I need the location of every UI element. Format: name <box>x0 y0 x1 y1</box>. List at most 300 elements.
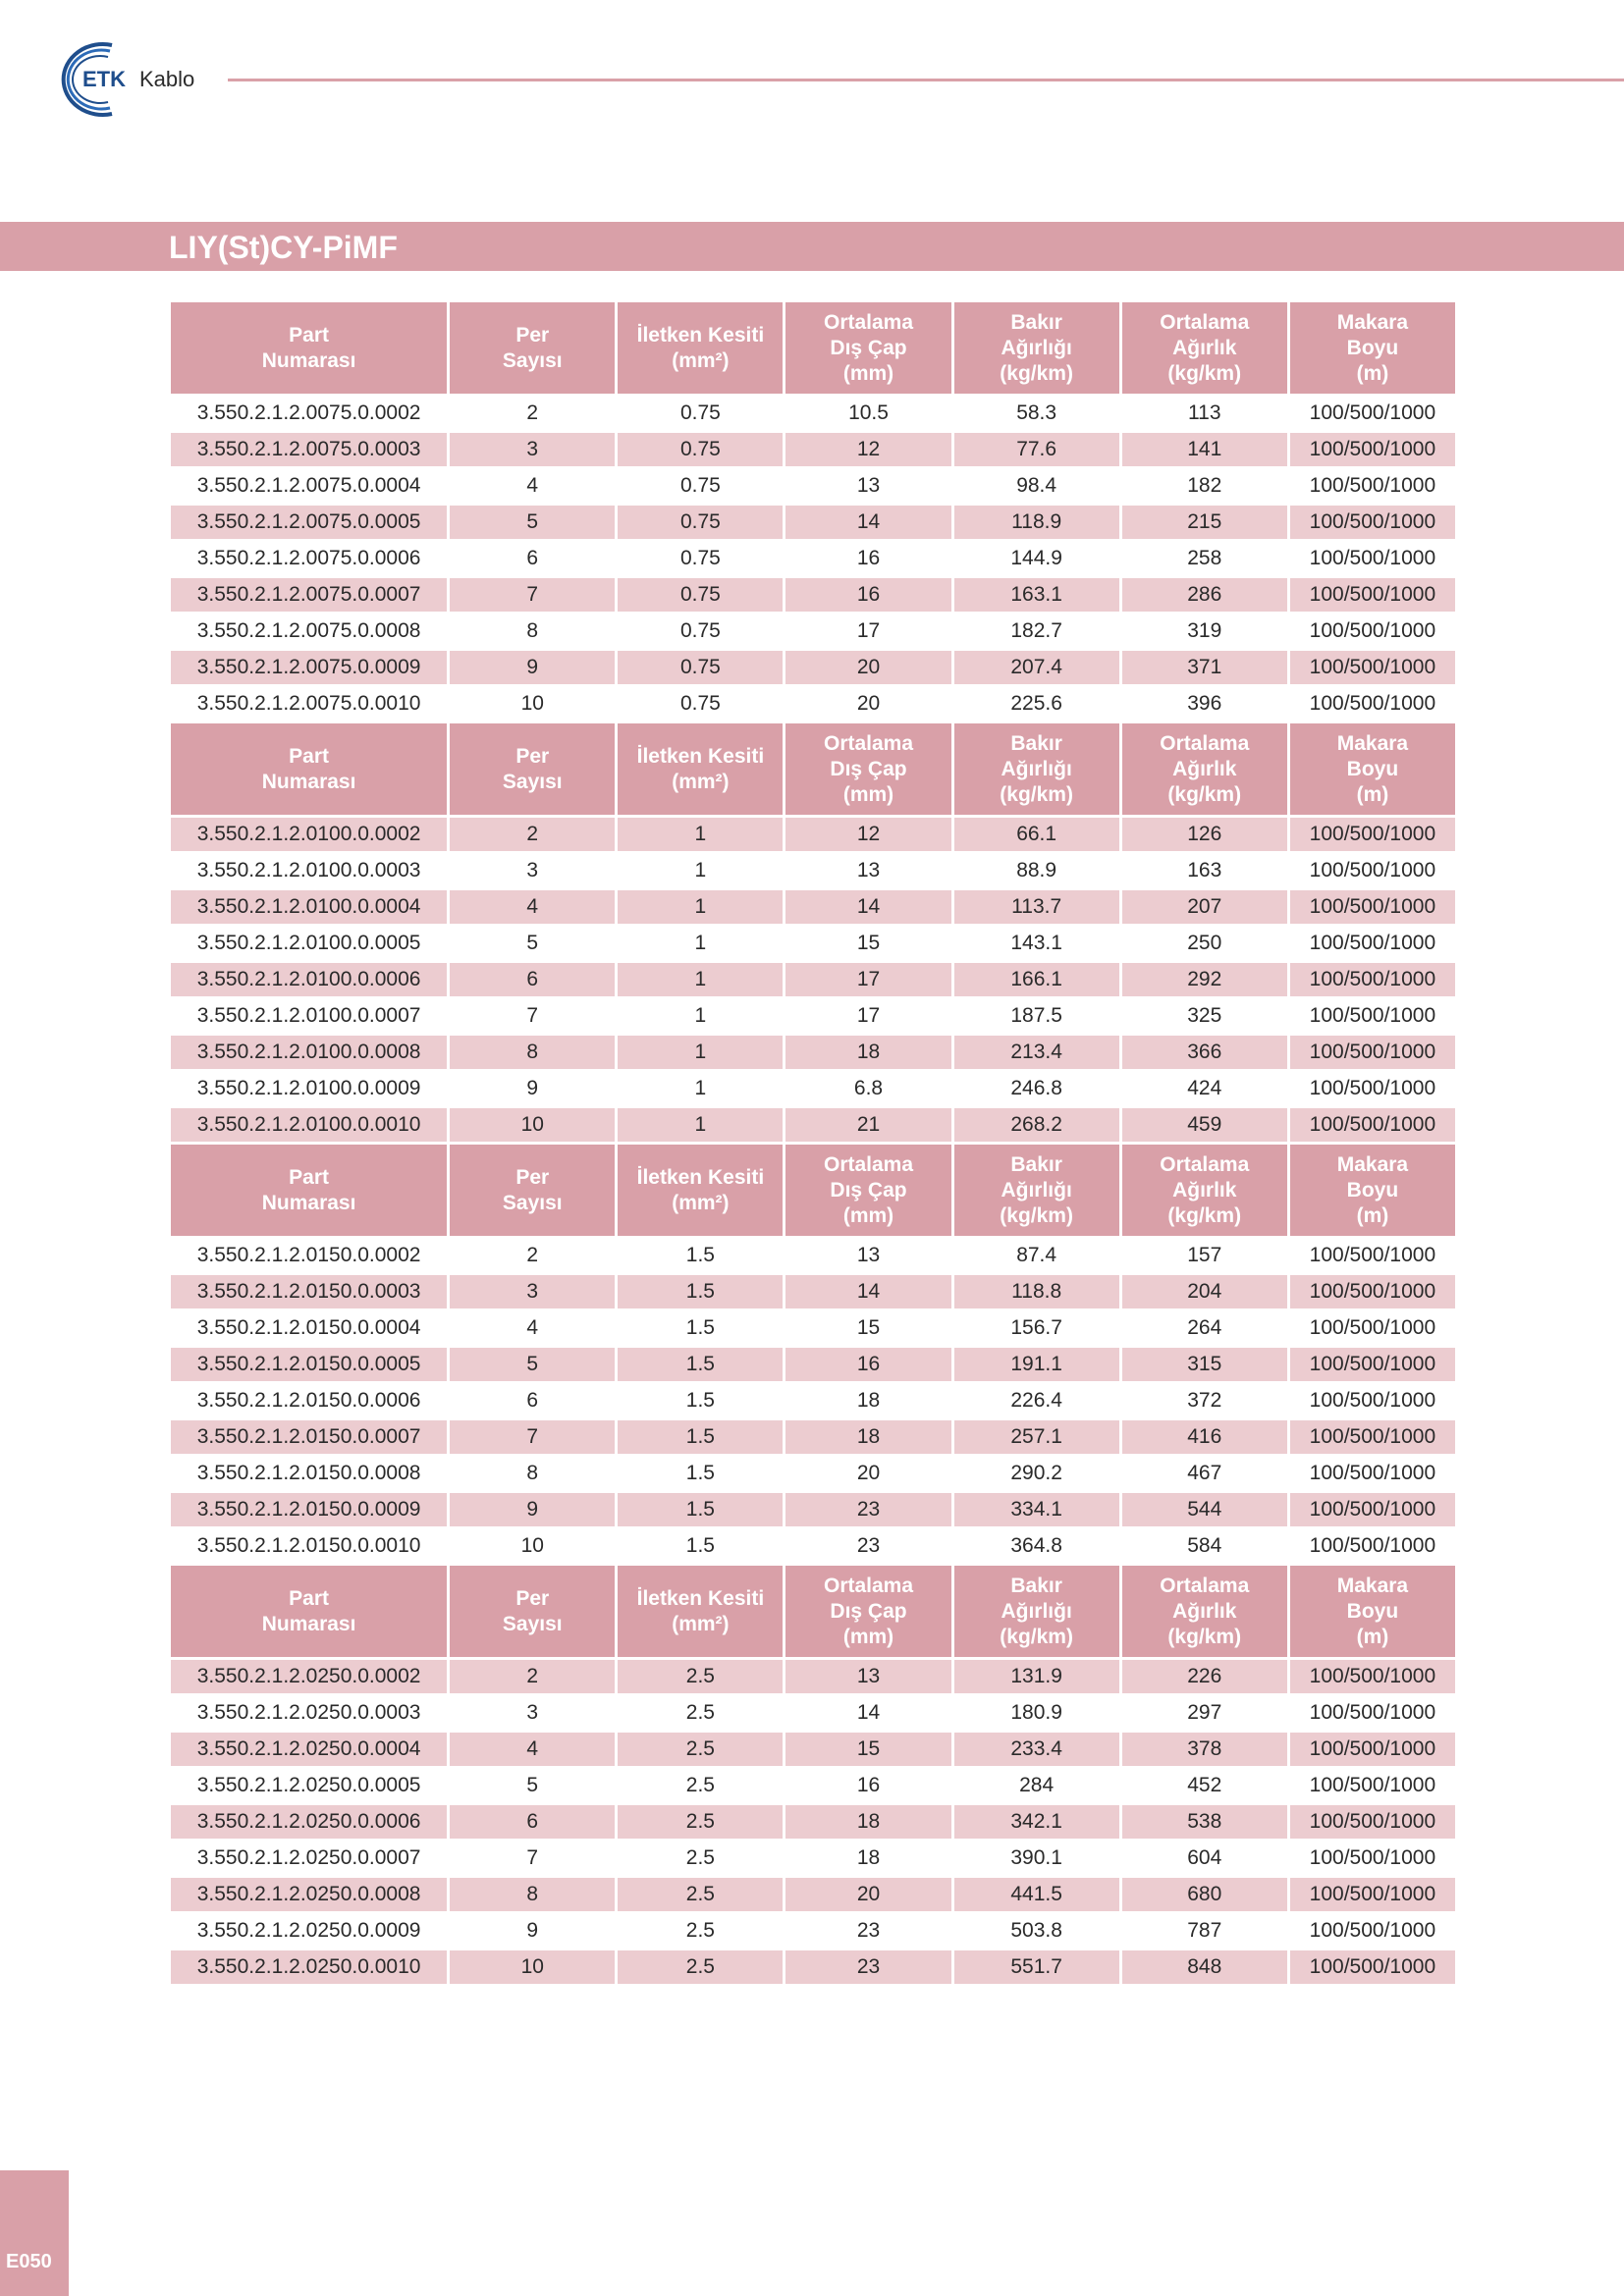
header-reel-length: Makara Boyu (m) <box>1290 1563 1455 1657</box>
cell-copper-weight: 182.7 <box>954 612 1119 648</box>
cell-pair-count: 6 <box>450 1381 615 1417</box>
cell-conductor-section: 0.75 <box>618 648 783 684</box>
header-average-weight: Ortalama Ağırlık (kg/km) <box>1122 1563 1287 1657</box>
table-row <box>171 1526 1455 1563</box>
cell-pair-count: 9 <box>450 1911 615 1948</box>
cell-outer-diameter: 18 <box>785 1802 950 1839</box>
cell-part-number: 3.550.2.1.2.0250.0.0008 <box>171 1875 447 1911</box>
table-row <box>171 960 1455 996</box>
cell-part-number: 3.550.2.1.2.0075.0.0008 <box>171 612 447 648</box>
cell-reel-length: 100/500/1000 <box>1290 1417 1455 1454</box>
cell-average-weight: 286 <box>1122 575 1287 612</box>
etk-kablo-logo <box>51 35 228 124</box>
cell-outer-diameter: 20 <box>785 1875 950 1911</box>
table-row <box>171 1454 1455 1490</box>
cell-pair-count: 8 <box>450 612 615 648</box>
cell-conductor-section: 1.5 <box>618 1236 783 1272</box>
cell-pair-count: 9 <box>450 1069 615 1105</box>
cell-conductor-section: 2.5 <box>618 1839 783 1875</box>
cell-average-weight: 467 <box>1122 1454 1287 1490</box>
header-average-weight: Ortalama Ağırlık (kg/km) <box>1122 299 1287 394</box>
cell-outer-diameter: 23 <box>785 1526 950 1563</box>
cell-pair-count: 6 <box>450 1802 615 1839</box>
cell-copper-weight: 246.8 <box>954 1069 1119 1105</box>
page-header <box>0 0 1624 137</box>
cell-part-number: 3.550.2.1.2.0075.0.0010 <box>171 684 447 721</box>
cell-copper-weight: 58.3 <box>954 394 1119 430</box>
cell-reel-length: 100/500/1000 <box>1290 1875 1455 1911</box>
cell-average-weight: 538 <box>1122 1802 1287 1839</box>
cell-reel-length: 100/500/1000 <box>1290 851 1455 887</box>
cell-outer-diameter: 14 <box>785 1693 950 1730</box>
cell-part-number: 3.550.2.1.2.0075.0.0005 <box>171 503 447 539</box>
table-row <box>171 1236 1455 1272</box>
cell-part-number: 3.550.2.1.2.0075.0.0007 <box>171 575 447 612</box>
cell-outer-diameter: 17 <box>785 612 950 648</box>
cell-reel-length: 100/500/1000 <box>1290 1345 1455 1381</box>
cell-part-number: 3.550.2.1.2.0075.0.0006 <box>171 539 447 575</box>
table-row <box>171 648 1455 684</box>
cell-pair-count: 10 <box>450 1526 615 1563</box>
header-average-weight: Ortalama Ağırlık (kg/km) <box>1122 1142 1287 1236</box>
cell-outer-diameter: 16 <box>785 575 950 612</box>
cell-average-weight: 366 <box>1122 1033 1287 1069</box>
cell-average-weight: 126 <box>1122 815 1287 851</box>
cell-average-weight: 604 <box>1122 1839 1287 1875</box>
cell-outer-diameter: 23 <box>785 1490 950 1526</box>
header-conductor-section: İletken Kesiti (mm²) <box>618 299 783 394</box>
cell-outer-diameter: 13 <box>785 1657 950 1693</box>
cell-pair-count: 8 <box>450 1875 615 1911</box>
cell-reel-length: 100/500/1000 <box>1290 1657 1455 1693</box>
header-outer-diameter: Ortalama Dış Çap (mm) <box>785 721 950 815</box>
cell-outer-diameter: 18 <box>785 1381 950 1417</box>
cell-copper-weight: 131.9 <box>954 1657 1119 1693</box>
cell-conductor-section: 1 <box>618 851 783 887</box>
table-row <box>171 1693 1455 1730</box>
cell-copper-weight: 77.6 <box>954 430 1119 466</box>
cell-outer-diameter: 13 <box>785 851 950 887</box>
cell-pair-count: 10 <box>450 1105 615 1142</box>
cell-reel-length: 100/500/1000 <box>1290 924 1455 960</box>
cell-reel-length: 100/500/1000 <box>1290 684 1455 721</box>
cell-conductor-section: 1 <box>618 887 783 924</box>
cell-average-weight: 459 <box>1122 1105 1287 1142</box>
table-row <box>171 394 1455 430</box>
cell-average-weight: 396 <box>1122 684 1287 721</box>
table-row <box>171 1657 1455 1693</box>
cell-copper-weight: 144.9 <box>954 539 1119 575</box>
cell-outer-diameter: 20 <box>785 648 950 684</box>
cell-average-weight: 157 <box>1122 1236 1287 1272</box>
table-row <box>171 1308 1455 1345</box>
cell-pair-count: 6 <box>450 960 615 996</box>
cell-pair-count: 7 <box>450 1417 615 1454</box>
cell-copper-weight: 342.1 <box>954 1802 1119 1839</box>
cell-pair-count: 4 <box>450 1730 615 1766</box>
cell-pair-count: 9 <box>450 1490 615 1526</box>
cell-average-weight: 319 <box>1122 612 1287 648</box>
cell-reel-length: 100/500/1000 <box>1290 1766 1455 1802</box>
cell-part-number: 3.550.2.1.2.0075.0.0002 <box>171 394 447 430</box>
cell-pair-count: 4 <box>450 1308 615 1345</box>
cell-conductor-section: 1 <box>618 960 783 996</box>
cell-copper-weight: 551.7 <box>954 1948 1119 1984</box>
cell-part-number: 3.550.2.1.2.0100.0.0006 <box>171 960 447 996</box>
cell-reel-length: 100/500/1000 <box>1290 1105 1455 1142</box>
cell-pair-count: 9 <box>450 648 615 684</box>
cell-part-number: 3.550.2.1.2.0100.0.0007 <box>171 996 447 1033</box>
header-part-number: Part Numarası <box>171 721 447 815</box>
cell-part-number: 3.550.2.1.2.0250.0.0004 <box>171 1730 447 1766</box>
cell-conductor-section: 2.5 <box>618 1802 783 1839</box>
cell-outer-diameter: 15 <box>785 1308 950 1345</box>
header-outer-diameter: Ortalama Dış Çap (mm) <box>785 1142 950 1236</box>
table-row <box>171 1730 1455 1766</box>
table-row <box>171 851 1455 887</box>
cell-pair-count: 3 <box>450 1693 615 1730</box>
header-part-number: Part Numarası <box>171 1142 447 1236</box>
cell-copper-weight: 503.8 <box>954 1911 1119 1948</box>
cell-reel-length: 100/500/1000 <box>1290 430 1455 466</box>
header-pair-count: Per Sayısı <box>450 721 615 815</box>
cell-pair-count: 10 <box>450 1948 615 1984</box>
cell-average-weight: 371 <box>1122 648 1287 684</box>
table-row <box>171 1839 1455 1875</box>
logo-etk-text: ETK <box>82 67 126 91</box>
cell-pair-count: 10 <box>450 684 615 721</box>
cell-outer-diameter: 13 <box>785 1236 950 1272</box>
cell-pair-count: 6 <box>450 539 615 575</box>
cell-copper-weight: 441.5 <box>954 1875 1119 1911</box>
cell-outer-diameter: 15 <box>785 924 950 960</box>
cell-reel-length: 100/500/1000 <box>1290 1948 1455 1984</box>
cell-outer-diameter: 21 <box>785 1105 950 1142</box>
cell-reel-length: 100/500/1000 <box>1290 612 1455 648</box>
table-row <box>171 1033 1455 1069</box>
cell-part-number: 3.550.2.1.2.0100.0.0005 <box>171 924 447 960</box>
table-body <box>171 299 1455 1984</box>
cell-average-weight: 372 <box>1122 1381 1287 1417</box>
cell-conductor-section: 0.75 <box>618 503 783 539</box>
cell-pair-count: 2 <box>450 394 615 430</box>
table-row <box>171 1802 1455 1839</box>
header-conductor-section: İletken Kesiti (mm²) <box>618 1563 783 1657</box>
cell-average-weight: 182 <box>1122 466 1287 503</box>
cell-reel-length: 100/500/1000 <box>1290 815 1455 851</box>
header-divider <box>228 79 1624 81</box>
cell-pair-count: 2 <box>450 815 615 851</box>
cell-part-number: 3.550.2.1.2.0150.0.0008 <box>171 1454 447 1490</box>
cell-copper-weight: 118.9 <box>954 503 1119 539</box>
cell-copper-weight: 156.7 <box>954 1308 1119 1345</box>
cell-part-number: 3.550.2.1.2.0250.0.0007 <box>171 1839 447 1875</box>
header-reel-length: Makara Boyu (m) <box>1290 299 1455 394</box>
table-header-row <box>171 1563 1455 1657</box>
cell-average-weight: 250 <box>1122 924 1287 960</box>
cell-average-weight: 452 <box>1122 1766 1287 1802</box>
cell-conductor-section: 0.75 <box>618 684 783 721</box>
cell-outer-diameter: 14 <box>785 503 950 539</box>
cell-average-weight: 292 <box>1122 960 1287 996</box>
cell-reel-length: 100/500/1000 <box>1290 960 1455 996</box>
cell-reel-length: 100/500/1000 <box>1290 1526 1455 1563</box>
cell-outer-diameter: 10.5 <box>785 394 950 430</box>
cell-average-weight: 226 <box>1122 1657 1287 1693</box>
title-bar <box>0 222 1624 271</box>
cell-copper-weight: 268.2 <box>954 1105 1119 1142</box>
cell-reel-length: 100/500/1000 <box>1290 1236 1455 1272</box>
cell-outer-diameter: 6.8 <box>785 1069 950 1105</box>
cell-conductor-section: 1.5 <box>618 1417 783 1454</box>
table-row <box>171 1381 1455 1417</box>
cell-part-number: 3.550.2.1.2.0075.0.0009 <box>171 648 447 684</box>
cell-part-number: 3.550.2.1.2.0250.0.0009 <box>171 1911 447 1948</box>
cell-copper-weight: 143.1 <box>954 924 1119 960</box>
cell-part-number: 3.550.2.1.2.0100.0.0002 <box>171 815 447 851</box>
cell-pair-count: 3 <box>450 851 615 887</box>
table-row <box>171 887 1455 924</box>
cell-part-number: 3.550.2.1.2.0100.0.0010 <box>171 1105 447 1142</box>
cell-reel-length: 100/500/1000 <box>1290 1381 1455 1417</box>
cell-average-weight: 424 <box>1122 1069 1287 1105</box>
cell-average-weight: 297 <box>1122 1693 1287 1730</box>
cell-part-number: 3.550.2.1.2.0100.0.0009 <box>171 1069 447 1105</box>
cell-average-weight: 163 <box>1122 851 1287 887</box>
cell-average-weight: 848 <box>1122 1948 1287 1984</box>
cell-outer-diameter: 17 <box>785 996 950 1033</box>
cell-pair-count: 3 <box>450 430 615 466</box>
cell-conductor-section: 1.5 <box>618 1345 783 1381</box>
cell-outer-diameter: 14 <box>785 1272 950 1308</box>
cell-average-weight: 544 <box>1122 1490 1287 1526</box>
cell-pair-count: 7 <box>450 996 615 1033</box>
cell-conductor-section: 1 <box>618 1069 783 1105</box>
header-reel-length: Makara Boyu (m) <box>1290 1142 1455 1236</box>
table-row <box>171 1875 1455 1911</box>
cell-reel-length: 100/500/1000 <box>1290 1911 1455 1948</box>
table-row <box>171 1105 1455 1142</box>
header-pair-count: Per Sayısı <box>450 1563 615 1657</box>
cell-part-number: 3.550.2.1.2.0150.0.0010 <box>171 1526 447 1563</box>
cell-conductor-section: 2.5 <box>618 1948 783 1984</box>
cell-outer-diameter: 14 <box>785 887 950 924</box>
cell-conductor-section: 1.5 <box>618 1308 783 1345</box>
table-row <box>171 575 1455 612</box>
cell-outer-diameter: 13 <box>785 466 950 503</box>
cell-copper-weight: 191.1 <box>954 1345 1119 1381</box>
header-outer-diameter: Ortalama Dış Çap (mm) <box>785 1563 950 1657</box>
table-row <box>171 815 1455 851</box>
cell-average-weight: 584 <box>1122 1526 1287 1563</box>
table-row <box>171 503 1455 539</box>
header-part-number: Part Numarası <box>171 1563 447 1657</box>
table-header-row <box>171 721 1455 815</box>
cell-conductor-section: 2.5 <box>618 1766 783 1802</box>
cell-part-number: 3.550.2.1.2.0250.0.0003 <box>171 1693 447 1730</box>
header-copper-weight: Bakır Ağırlığı (kg/km) <box>954 299 1119 394</box>
cell-conductor-section: 0.75 <box>618 575 783 612</box>
cell-outer-diameter: 23 <box>785 1948 950 1984</box>
cell-copper-weight: 257.1 <box>954 1417 1119 1454</box>
cell-copper-weight: 98.4 <box>954 466 1119 503</box>
cell-part-number: 3.550.2.1.2.0150.0.0006 <box>171 1381 447 1417</box>
table-row <box>171 684 1455 721</box>
cell-copper-weight: 66.1 <box>954 815 1119 851</box>
table-header-row <box>171 1142 1455 1236</box>
header-conductor-section: İletken Kesiti (mm²) <box>618 721 783 815</box>
cell-outer-diameter: 16 <box>785 539 950 575</box>
header-copper-weight: Bakır Ağırlığı (kg/km) <box>954 1563 1119 1657</box>
cell-pair-count: 5 <box>450 503 615 539</box>
cell-average-weight: 141 <box>1122 430 1287 466</box>
cell-pair-count: 8 <box>450 1033 615 1069</box>
table-row <box>171 612 1455 648</box>
cell-reel-length: 100/500/1000 <box>1290 1802 1455 1839</box>
cell-conductor-section: 0.75 <box>618 430 783 466</box>
header-average-weight: Ortalama Ağırlık (kg/km) <box>1122 721 1287 815</box>
cell-average-weight: 204 <box>1122 1272 1287 1308</box>
cell-reel-length: 100/500/1000 <box>1290 1033 1455 1069</box>
cell-copper-weight: 180.9 <box>954 1693 1119 1730</box>
table-row <box>171 430 1455 466</box>
cell-pair-count: 8 <box>450 1454 615 1490</box>
cell-part-number: 3.550.2.1.2.0150.0.0007 <box>171 1417 447 1454</box>
cell-part-number: 3.550.2.1.2.0150.0.0004 <box>171 1308 447 1345</box>
table-row <box>171 996 1455 1033</box>
cell-part-number: 3.550.2.1.2.0250.0.0006 <box>171 1802 447 1839</box>
table-row <box>171 539 1455 575</box>
cell-average-weight: 680 <box>1122 1875 1287 1911</box>
table-row <box>171 1766 1455 1802</box>
cell-conductor-section: 0.75 <box>618 539 783 575</box>
cell-pair-count: 2 <box>450 1236 615 1272</box>
cell-average-weight: 378 <box>1122 1730 1287 1766</box>
table-row <box>171 466 1455 503</box>
cell-part-number: 3.550.2.1.2.0250.0.0002 <box>171 1657 447 1693</box>
cell-part-number: 3.550.2.1.2.0100.0.0004 <box>171 887 447 924</box>
cell-copper-weight: 87.4 <box>954 1236 1119 1272</box>
cell-reel-length: 100/500/1000 <box>1290 996 1455 1033</box>
cell-copper-weight: 187.5 <box>954 996 1119 1033</box>
cell-average-weight: 264 <box>1122 1308 1287 1345</box>
cell-outer-diameter: 17 <box>785 960 950 996</box>
header-reel-length: Makara Boyu (m) <box>1290 721 1455 815</box>
table-row <box>171 1490 1455 1526</box>
page-title: LIY(St)CY-PiMF <box>169 230 398 265</box>
cell-pair-count: 7 <box>450 1839 615 1875</box>
cell-conductor-section: 0.75 <box>618 394 783 430</box>
cell-part-number: 3.550.2.1.2.0100.0.0003 <box>171 851 447 887</box>
cell-conductor-section: 1.5 <box>618 1272 783 1308</box>
cell-part-number: 3.550.2.1.2.0100.0.0008 <box>171 1033 447 1069</box>
cell-average-weight: 207 <box>1122 887 1287 924</box>
cell-part-number: 3.550.2.1.2.0150.0.0002 <box>171 1236 447 1272</box>
cell-reel-length: 100/500/1000 <box>1290 1272 1455 1308</box>
table-row <box>171 1948 1455 1984</box>
cell-average-weight: 787 <box>1122 1911 1287 1948</box>
table-row <box>171 1417 1455 1454</box>
page-number-tab <box>0 2170 69 2296</box>
cell-outer-diameter: 18 <box>785 1033 950 1069</box>
cell-average-weight: 315 <box>1122 1345 1287 1381</box>
cell-copper-weight: 284 <box>954 1766 1119 1802</box>
cell-reel-length: 100/500/1000 <box>1290 394 1455 430</box>
cell-copper-weight: 364.8 <box>954 1526 1119 1563</box>
table-row <box>171 924 1455 960</box>
cell-copper-weight: 113.7 <box>954 887 1119 924</box>
cell-outer-diameter: 23 <box>785 1911 950 1948</box>
cell-reel-length: 100/500/1000 <box>1290 1308 1455 1345</box>
cell-outer-diameter: 12 <box>785 430 950 466</box>
cell-reel-length: 100/500/1000 <box>1290 539 1455 575</box>
table-row <box>171 1069 1455 1105</box>
cell-average-weight: 416 <box>1122 1417 1287 1454</box>
cell-conductor-section: 1.5 <box>618 1490 783 1526</box>
cell-copper-weight: 290.2 <box>954 1454 1119 1490</box>
cell-copper-weight: 225.6 <box>954 684 1119 721</box>
cell-conductor-section: 1 <box>618 996 783 1033</box>
header-copper-weight: Bakır Ağırlığı (kg/km) <box>954 721 1119 815</box>
cell-pair-count: 5 <box>450 924 615 960</box>
page-number: E050 <box>6 2251 52 2272</box>
cell-conductor-section: 0.75 <box>618 466 783 503</box>
cell-part-number: 3.550.2.1.2.0150.0.0009 <box>171 1490 447 1526</box>
table-row <box>171 1272 1455 1308</box>
cell-copper-weight: 233.4 <box>954 1730 1119 1766</box>
cable-spec-table <box>168 299 1458 1984</box>
header-pair-count: Per Sayısı <box>450 1142 615 1236</box>
cell-reel-length: 100/500/1000 <box>1290 1693 1455 1730</box>
cell-outer-diameter: 20 <box>785 1454 950 1490</box>
header-outer-diameter: Ortalama Dış Çap (mm) <box>785 299 950 394</box>
table-row <box>171 1345 1455 1381</box>
cell-conductor-section: 2.5 <box>618 1730 783 1766</box>
header-conductor-section: İletken Kesiti (mm²) <box>618 1142 783 1236</box>
table-header-row <box>171 299 1455 394</box>
cell-copper-weight: 213.4 <box>954 1033 1119 1069</box>
cell-pair-count: 2 <box>450 1657 615 1693</box>
cell-average-weight: 325 <box>1122 996 1287 1033</box>
cell-conductor-section: 1 <box>618 815 783 851</box>
header-copper-weight: Bakır Ağırlığı (kg/km) <box>954 1142 1119 1236</box>
cell-reel-length: 100/500/1000 <box>1290 1730 1455 1766</box>
cell-pair-count: 5 <box>450 1766 615 1802</box>
cell-part-number: 3.550.2.1.2.0075.0.0003 <box>171 430 447 466</box>
cell-conductor-section: 2.5 <box>618 1693 783 1730</box>
cell-reel-length: 100/500/1000 <box>1290 1454 1455 1490</box>
cell-conductor-section: 1 <box>618 1105 783 1142</box>
cell-part-number: 3.550.2.1.2.0250.0.0005 <box>171 1766 447 1802</box>
cell-outer-diameter: 16 <box>785 1345 950 1381</box>
cell-conductor-section: 0.75 <box>618 612 783 648</box>
cell-pair-count: 3 <box>450 1272 615 1308</box>
cell-outer-diameter: 15 <box>785 1730 950 1766</box>
cell-copper-weight: 207.4 <box>954 648 1119 684</box>
cell-conductor-section: 1 <box>618 1033 783 1069</box>
cell-conductor-section: 1.5 <box>618 1526 783 1563</box>
cell-pair-count: 4 <box>450 887 615 924</box>
cell-outer-diameter: 18 <box>785 1417 950 1454</box>
cell-conductor-section: 2.5 <box>618 1657 783 1693</box>
cell-conductor-section: 2.5 <box>618 1911 783 1948</box>
cell-reel-length: 100/500/1000 <box>1290 1069 1455 1105</box>
cell-copper-weight: 334.1 <box>954 1490 1119 1526</box>
cell-copper-weight: 226.4 <box>954 1381 1119 1417</box>
cell-copper-weight: 163.1 <box>954 575 1119 612</box>
cable-spec-table-container <box>171 299 1455 1984</box>
cell-copper-weight: 118.8 <box>954 1272 1119 1308</box>
